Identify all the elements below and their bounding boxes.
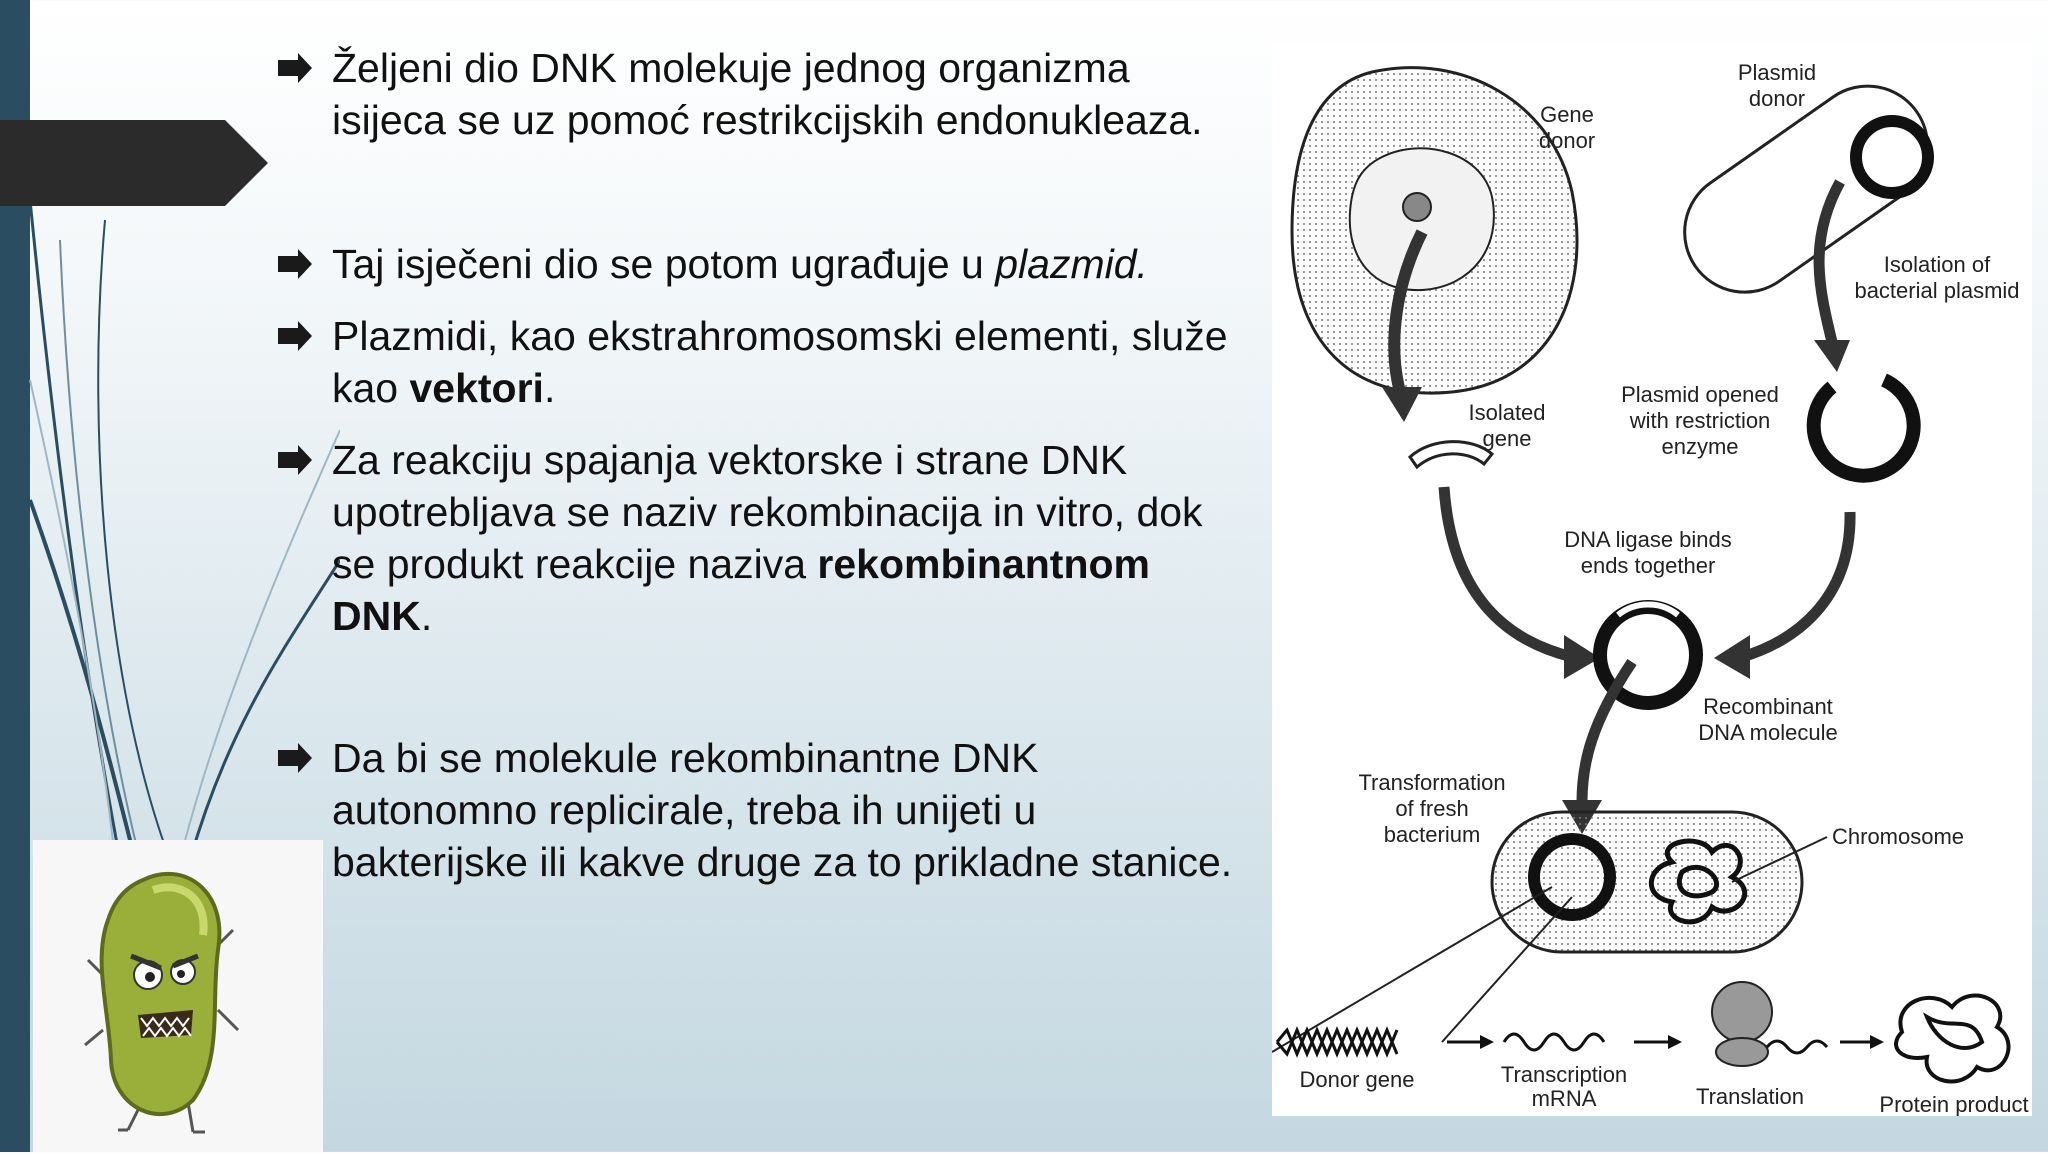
protein-product-label: Protein product (1879, 1092, 2029, 1116)
mrna-wave (1504, 1034, 1604, 1050)
text-run: isijeca se uz pomoć restrikcijskih endonukleaza. (332, 97, 1203, 143)
right-arrow-bullet-icon (276, 316, 316, 356)
transcription-label-2: mRNA (1531, 1086, 1597, 1111)
transcription-label-1: Transcription (1500, 1062, 1628, 1087)
transformation-label-1: Transformation (1358, 770, 1506, 795)
text-run: Za reakciju spajanja vektorske i strane DNK (332, 437, 1128, 483)
arrow-plasmid-to-recombinant (1742, 512, 1850, 657)
text-run: DNK (332, 593, 421, 639)
angry-bacterium-icon (33, 840, 323, 1152)
bullet-line (332, 590, 1292, 642)
arrow-1-head (1480, 1035, 1494, 1049)
chromosome-label: Chromosome (1832, 824, 1965, 849)
bullet-line (332, 732, 1292, 784)
right-arrow-bullet-icon (276, 48, 316, 88)
right-arrow-bullet-icon (276, 244, 316, 284)
gene-donor-label-2: donor (1538, 128, 1596, 153)
text-run: . (543, 365, 556, 411)
isolated-gene-fragment (1410, 442, 1492, 467)
gene-donor-label-1: Gene (1540, 102, 1594, 127)
transformation-label-2: of fresh (1395, 796, 1469, 821)
recombinant-label-1: Recombinant (1703, 694, 1833, 719)
right-arrow-bullet-icon (276, 738, 316, 778)
text-run: Željeni dio DNK molekuje jednog organizma (332, 45, 1130, 91)
bullet-line (332, 42, 1292, 94)
bullet-line (332, 362, 1292, 414)
text-run: Plazmidi, kao ekstrahromosomski elementi, služe (332, 313, 1228, 359)
title-tab-shape (0, 120, 268, 206)
arrow-plasmid-to-recombinant-head (1714, 635, 1750, 679)
arrow-gene-isolation-head (1382, 387, 1422, 422)
text-run: se produkt reakcije naziva (332, 541, 818, 587)
opened-plasmid-ring (1814, 380, 1914, 476)
ribosome-small (1716, 1038, 1768, 1066)
bullet-line (332, 538, 1292, 590)
text-run: upotrebljava se naziv rekombinacija in vitro, dok (332, 489, 1203, 535)
arrow-plasmid-isolation-head (1814, 340, 1850, 372)
right-arrow-bullet-icon (276, 440, 316, 480)
isolation-plasmid-label-1: Isolation of (1883, 252, 1991, 277)
bullet-line (332, 486, 1292, 538)
bullet-line (332, 434, 1292, 486)
bullet-line (332, 94, 1292, 146)
text-run: Taj isječeni dio se potom ugrađuje u (332, 241, 996, 287)
translation-label: Translation (1695, 1084, 1805, 1109)
arrow-2-head (1668, 1035, 1682, 1049)
dna-ligase-label-1: DNA ligase binds (1564, 527, 1732, 552)
text-run: plazmid. (995, 241, 1148, 287)
plasmid-donor-label-2: donor (1748, 86, 1806, 111)
text-run: kao (332, 365, 410, 411)
text-run: autonomno replicirale, treba ih unijeti u (332, 787, 1037, 833)
text-run: vektori (409, 365, 544, 411)
bullet-line (332, 784, 1292, 836)
recombinant-label-2: DNA molecule (1698, 720, 1838, 745)
plasmid-opened-label-3: enzyme (1661, 434, 1739, 459)
zoom-line-left (1272, 887, 1552, 1052)
isolated-gene-label-2: gene (1482, 426, 1532, 451)
plasmid-opened-label-2: with restriction (1629, 408, 1771, 433)
arrow-gene-to-recombinant (1444, 487, 1572, 657)
bullet-line (332, 238, 1292, 290)
text-run: bakterijske ili kakve druge za to prikladne stanice. (332, 839, 1233, 885)
protein-product-shape (1896, 996, 2008, 1082)
plasmid-opened-label-1: Plasmid opened (1621, 382, 1779, 407)
recombinant-dna-diagram (1272, 42, 2032, 1116)
ribosome-large (1712, 982, 1772, 1042)
dna-ligase-label-2: ends together (1580, 553, 1716, 578)
plasmid-donor-label-1: Plasmid (1737, 60, 1817, 85)
isolation-plasmid-label-2: bacterial plasmid (1854, 278, 2020, 303)
bullet-line (332, 836, 1292, 888)
donor-gene-helix (1277, 1030, 1397, 1054)
isolated-gene-label-1: Isolated (1468, 400, 1546, 425)
arrow-3-head (1870, 1035, 1884, 1049)
translation-chain (1767, 1041, 1827, 1053)
text-run: Da bi se molekule rekombinantne DNK (332, 735, 1039, 781)
text-run: rekombinantnom (817, 541, 1151, 587)
text-run: . (420, 593, 433, 639)
transformation-label-3: bacterium (1383, 822, 1481, 847)
gene-donor-nucleolus (1403, 193, 1431, 221)
bullet-line (332, 310, 1292, 362)
donor-gene-label: Donor gene (1299, 1067, 1415, 1092)
